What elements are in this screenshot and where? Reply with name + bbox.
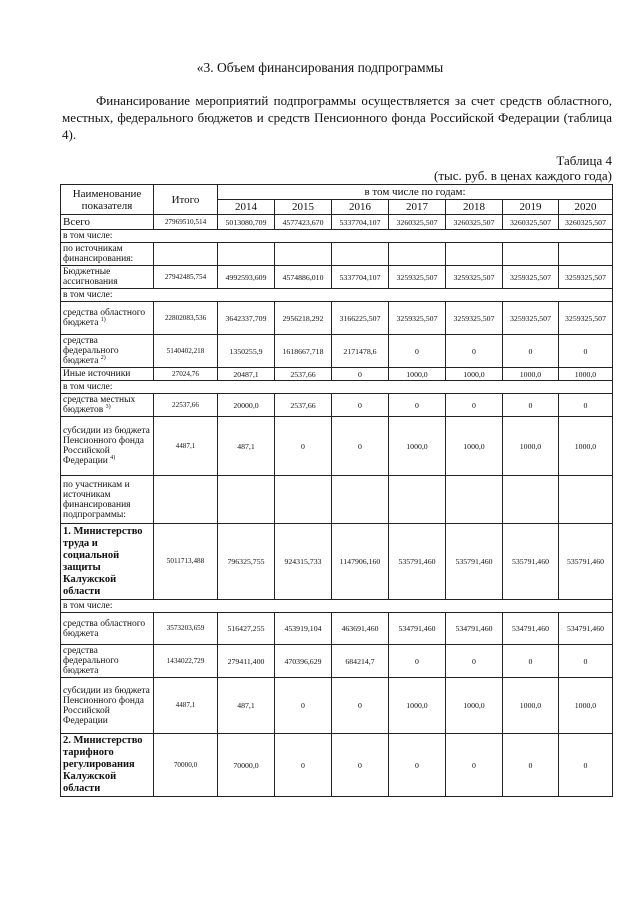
cell-total: 27969510,514 — [154, 215, 218, 230]
table-row — [61, 215, 613, 230]
row-label-text: субсидии из бюджета Пенсионного фонда Российской Федерации — [63, 426, 150, 466]
table-row — [61, 335, 613, 368]
row-label — [61, 524, 154, 600]
cell-year-value — [218, 243, 275, 266]
table-row — [61, 230, 613, 243]
cell-year-value: 3642337,709 — [218, 302, 275, 335]
cell-year-value: 0 — [503, 335, 559, 368]
cell-year-value: 1000,0 — [389, 417, 446, 476]
cell-year-value: 535791,460 — [503, 524, 559, 600]
cell-year-value — [332, 243, 389, 266]
cell-year-value: 0 — [446, 335, 503, 368]
cell-total: 22802083,536 — [154, 302, 218, 335]
cell-year-value: 534791,460 — [389, 613, 446, 645]
cell-year-value: 0 — [503, 394, 559, 417]
row-label-text: по участникам и источникам финансирования подпрограммы: — [63, 479, 131, 520]
cell-year-value: 4992593,609 — [218, 266, 275, 289]
row-label-text: Бюджетные ассигнования — [63, 267, 118, 287]
cell-year-value: 0 — [503, 645, 559, 678]
cell-year-value: 487,1 — [218, 417, 275, 476]
cell-year-value: 534791,460 — [559, 613, 613, 645]
cell-year-value: 1000,0 — [559, 368, 613, 381]
row-label — [61, 678, 154, 734]
cell-total: 5011713,488 — [154, 524, 218, 600]
financing-table — [60, 184, 613, 797]
cell-year-value: 3259325,507 — [389, 266, 446, 289]
cell-year-value: 453919,104 — [275, 613, 332, 645]
header-year: 2018 — [446, 200, 503, 215]
row-label-text: в том числе: — [63, 231, 113, 241]
table-row — [61, 289, 613, 302]
table-title: Таблица 4 — [556, 153, 612, 168]
cell-year-value: 3259325,507 — [389, 302, 446, 335]
cell-total: 4487,1 — [154, 417, 218, 476]
cell-year-value — [559, 243, 613, 266]
cell-year-value: 3260325,507 — [559, 215, 613, 230]
header-name: Наименование показателя — [61, 185, 154, 215]
row-label — [61, 600, 613, 613]
cell-total: 1434022,729 — [154, 645, 218, 678]
footnote-mark: 2) — [100, 354, 106, 361]
cell-year-value — [446, 476, 503, 524]
cell-year-value: 0 — [389, 734, 446, 797]
cell-year-value: 0 — [389, 335, 446, 368]
cell-year-value — [503, 476, 559, 524]
row-label — [61, 476, 154, 524]
cell-total: 4487,1 — [154, 678, 218, 734]
row-label-text: средства областного бюджета — [63, 618, 146, 639]
header-year: 2014 — [218, 200, 275, 215]
cell-year-value: 4577423,670 — [275, 215, 332, 230]
cell-year-value: 1147906,160 — [332, 524, 389, 600]
cell-year-value: 1000,0 — [559, 678, 613, 734]
cell-total: 3573203,659 — [154, 613, 218, 645]
row-label — [61, 302, 154, 335]
header-year: 2020 — [559, 200, 613, 215]
row-label — [61, 613, 154, 645]
cell-year-value: 0 — [446, 394, 503, 417]
cell-year-value: 5337704,107 — [332, 215, 389, 230]
cell-year-value: 0 — [275, 417, 332, 476]
section-heading: «3. Объем финансирования подпрограммы — [196, 60, 444, 75]
cell-year-value: 0 — [559, 734, 613, 797]
cell-year-value: 0 — [389, 394, 446, 417]
table-row — [61, 368, 613, 381]
cell-year-value: 0 — [559, 394, 613, 417]
header-year: 2016 — [332, 200, 389, 215]
header-year: 2019 — [503, 200, 559, 215]
cell-year-value: 0 — [332, 417, 389, 476]
cell-year-value: 2537,66 — [275, 394, 332, 417]
row-label-text: Всего — [63, 216, 90, 228]
cell-year-value — [275, 243, 332, 266]
cell-year-value: 1000,0 — [446, 368, 503, 381]
cell-year-value: 1000,0 — [559, 417, 613, 476]
cell-year-value — [218, 476, 275, 524]
footnote-mark: 1) — [100, 316, 106, 323]
table-row — [61, 678, 613, 734]
table-row — [61, 266, 613, 289]
cell-year-value: 470396,629 — [275, 645, 332, 678]
row-label — [61, 230, 613, 243]
row-label-text: в том числе: — [63, 601, 113, 611]
cell-year-value: 1000,0 — [389, 368, 446, 381]
cell-total: 27024,76 — [154, 368, 218, 381]
cell-total: 27942485,754 — [154, 266, 218, 289]
cell-year-value: 534791,460 — [446, 613, 503, 645]
row-label — [61, 243, 154, 266]
row-label — [61, 335, 154, 368]
row-label-text: средства федерального бюджета — [63, 646, 119, 676]
cell-year-value: 534791,460 — [503, 613, 559, 645]
cell-year-value: 0 — [332, 394, 389, 417]
table-row — [61, 394, 613, 417]
row-label — [61, 381, 613, 394]
cell-year-value: 0 — [503, 734, 559, 797]
table-row — [61, 381, 613, 394]
cell-year-value: 1000,0 — [503, 678, 559, 734]
row-label — [61, 417, 154, 476]
footnote-mark: 4) — [110, 454, 116, 461]
header-total: Итого — [154, 185, 218, 215]
row-label-text: в том числе: — [63, 290, 113, 300]
cell-year-value: 70000,0 — [218, 734, 275, 797]
cell-year-value: 0 — [275, 678, 332, 734]
cell-year-value: 1618667,718 — [275, 335, 332, 368]
cell-year-value: 3259325,507 — [503, 302, 559, 335]
cell-year-value: 2171478,6 — [332, 335, 389, 368]
table-caption — [0, 153, 612, 183]
cell-year-value: 3260325,507 — [503, 215, 559, 230]
cell-year-value: 3259325,507 — [446, 266, 503, 289]
row-label — [61, 734, 154, 797]
cell-year-value: 3260325,507 — [389, 215, 446, 230]
cell-year-value: 0 — [446, 734, 503, 797]
table-row — [61, 417, 613, 476]
cell-year-value: 4574886,010 — [275, 266, 332, 289]
table-row — [61, 476, 613, 524]
cell-year-value: 1000,0 — [389, 678, 446, 734]
cell-total: 22537,66 — [154, 394, 218, 417]
cell-year-value — [446, 243, 503, 266]
cell-year-value: 1000,0 — [503, 417, 559, 476]
cell-year-value — [275, 476, 332, 524]
table-row — [61, 524, 613, 600]
cell-year-value: 2537,66 — [275, 368, 332, 381]
row-label — [61, 368, 154, 381]
cell-year-value: 463691,460 — [332, 613, 389, 645]
cell-year-value: 516427,255 — [218, 613, 275, 645]
cell-year-value — [389, 476, 446, 524]
row-label — [61, 266, 154, 289]
row-label-text: средства федерального бюджета — [63, 336, 119, 366]
row-label — [61, 394, 154, 417]
cell-year-value: 3259325,507 — [503, 266, 559, 289]
row-label-text: Иные источники — [63, 369, 131, 379]
cell-year-value: 1000,0 — [446, 417, 503, 476]
cell-year-value: 796325,755 — [218, 524, 275, 600]
cell-year-value: 487,1 — [218, 678, 275, 734]
footnote-mark: 3) — [105, 403, 111, 410]
table-row — [61, 734, 613, 797]
table-row — [61, 600, 613, 613]
table-row — [61, 613, 613, 645]
cell-year-value: 20487,1 — [218, 368, 275, 381]
cell-year-value: 20000,0 — [218, 394, 275, 417]
cell-year-value: 1350255,9 — [218, 335, 275, 368]
cell-year-value — [503, 243, 559, 266]
row-label — [61, 645, 154, 678]
table-row — [61, 243, 613, 266]
row-label-text: средства местных бюджетов — [63, 395, 136, 415]
row-label-text: средства областного бюджета — [63, 308, 146, 328]
cell-year-value: 535791,460 — [389, 524, 446, 600]
row-label — [61, 215, 154, 230]
cell-year-value: 0 — [446, 645, 503, 678]
cell-year-value: 2956218,292 — [275, 302, 332, 335]
cell-total: 70000,0 — [154, 734, 218, 797]
cell-year-value: 0 — [389, 645, 446, 678]
cell-year-value: 0 — [559, 335, 613, 368]
cell-total — [154, 476, 218, 524]
cell-year-value: 3260325,507 — [446, 215, 503, 230]
row-label — [61, 289, 613, 302]
cell-year-value: 279411,400 — [218, 645, 275, 678]
cell-year-value — [559, 476, 613, 524]
cell-year-value: 0 — [332, 678, 389, 734]
cell-year-value: 0 — [332, 734, 389, 797]
cell-year-value: 684214,7 — [332, 645, 389, 678]
cell-year-value: 0 — [559, 645, 613, 678]
row-label-text: 2. Министерство тарифного регулирования Калужской области — [63, 735, 143, 794]
cell-total: 5140402,218 — [154, 335, 218, 368]
row-label-text: в том числе: — [63, 382, 113, 392]
row-label-text: 1. Министерство труда и социальной защиты Калужской области — [63, 525, 143, 597]
cell-year-value: 535791,460 — [559, 524, 613, 600]
cell-year-value: 1000,0 — [446, 678, 503, 734]
cell-year-value: 3259325,507 — [559, 266, 613, 289]
cell-year-value: 3166225,507 — [332, 302, 389, 335]
intro-paragraph: Финансирование мероприятий подпрограммы осуществляется за счет средств областного, местных, федерального бюджетов и средств Пенсионного фонда Российской Федерации (таблица 4). — [62, 93, 612, 142]
row-label-text: по источникам финансирования: — [63, 244, 134, 264]
row-label-text: субсидии из бюджета Пенсионного фонда Российской Федерации — [63, 685, 150, 726]
cell-year-value: 1000,0 — [503, 368, 559, 381]
table-row — [61, 645, 613, 678]
table-units: (тыс. руб. в ценах каждого года) — [434, 168, 612, 183]
cell-year-value — [389, 243, 446, 266]
cell-year-value: 3259325,507 — [559, 302, 613, 335]
cell-year-value: 0 — [332, 368, 389, 381]
cell-year-value: 5337704,107 — [332, 266, 389, 289]
cell-year-value: 924315,733 — [275, 524, 332, 600]
cell-year-value: 535791,460 — [446, 524, 503, 600]
cell-year-value: 3259325,507 — [446, 302, 503, 335]
cell-year-value: 0 — [275, 734, 332, 797]
cell-total — [154, 243, 218, 266]
header-years-group: в том числе по годам: — [218, 185, 613, 200]
cell-year-value: 5013080,709 — [218, 215, 275, 230]
table-row — [61, 302, 613, 335]
cell-year-value — [332, 476, 389, 524]
header-year: 2017 — [389, 200, 446, 215]
header-year: 2015 — [275, 200, 332, 215]
